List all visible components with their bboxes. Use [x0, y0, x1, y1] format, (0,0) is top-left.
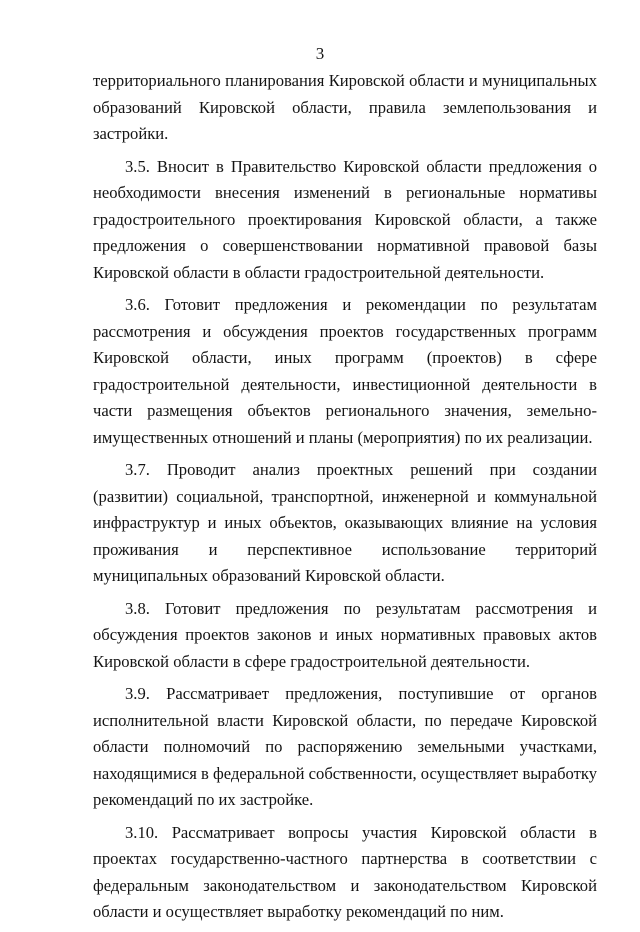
paragraph-3-10: 3.10. Рассматривает вопросы участия Кировской области в проектах государственно-частного партнерства в соответствии с федеральным законодательством и законодательством Кировской области и осуществляет выработку рекомендаций по ним.: [93, 822, 597, 921]
paragraph-3-6: 3.6. Готовит предложения и рекомендации по результатам рассмотрения и обсуждения проектов государственных программ Кировской области, иных программ (проектов) в сфере градостроительной деятельности, инвестиционной деятельности в части размещения объектов регионального значения, земельно-имущественных отношений и планы (мероприятия) по их реализации.: [93, 295, 597, 447]
document-body: [93, 68, 597, 932]
paragraph-3-9: 3.9. Рассматривает предложения, поступившие от органов исполнительной власти Кировской области, по передаче Кировской области полномочий по распоряжению земельными участками, находящимися в федеральной собственности, осуществляет выработку рекомендаций по их застройке.: [93, 684, 597, 809]
paragraph-3-5: 3.5. Вносит в Правительство Кировской области предложения о необходимости внесения изменений в региональные нормативы градостроительного проектирования Кировской области, а также предложения о совершенствовании нормативной правовой базы Кировской области в области градостроительной деятельности.: [93, 156, 597, 282]
page-number: 3: [315, 44, 325, 63]
paragraph-3-8: 3.8. Готовит предложения по результатам рассмотрения и обсуждения проектов законов и иных нормативных правовых актов Кировской области в сфере градостроительной деятельности.: [93, 598, 597, 671]
paragraph-3-7: 3.7. Проводит анализ проектных решений при создании (развитии) социальной, транспортной, инженерной и коммунальной инфраструктур и иных объектов, оказывающих влияние на условия проживания и перспективное использование территорий муниципальных образований Кировской области.: [93, 460, 597, 585]
paragraph-continuation: территориального планирования Кировской области и муниципальных образований Кировской области, правила землепользования и застройки.: [93, 71, 597, 143]
